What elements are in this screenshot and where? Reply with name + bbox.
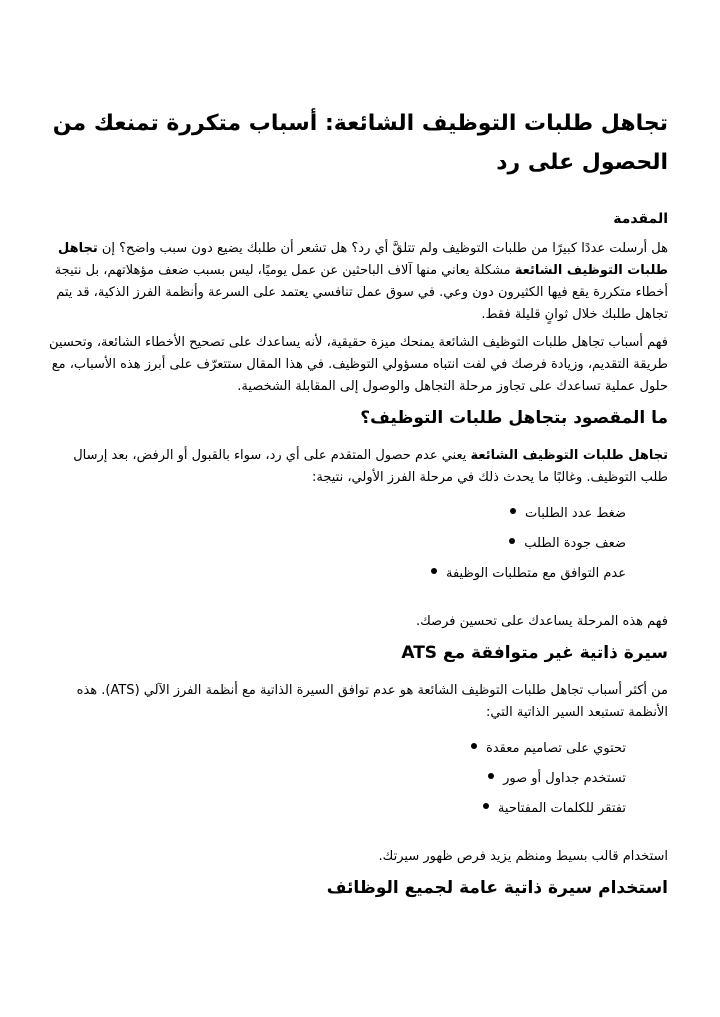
list-item [48,503,626,525]
heading-what-is-ignoring: ما المقصود بتجاهل طلبات التوظيف؟ [360,408,668,428]
text-segment-bold: تجاهل طلبات التوظيف الشائعة [470,448,668,463]
ats-closing-line: استخدام قالب بسيط ومنظم يزيد فرص ظهور سيرتك. [378,849,668,864]
ignoring-causes-list [48,503,668,585]
list-item-text: تستخدم جداول أو صور [503,771,626,786]
what-is-ignoring-closing-line: فهم هذه المرحلة يساعدك على تحسين فرصك. [415,614,668,629]
list-item [48,563,626,585]
bullet-icon [509,538,515,544]
list-item [48,533,626,555]
article-title: تجاهل طلبات التوظيف الشائعة: أسباب متكررة تمنعك من الحصول على رد [52,111,668,175]
heading-generic-resume: استخدام سيرة ذاتية عامة لجميع الوظائف [326,878,668,898]
text-segment: هل أرسلت عددًا كبيرًا من طلبات التوظيف ولم تتلقَّ أي رد؟ هل تشعر أن طلبك يضيع دون سبب واضح؟ إن [97,241,668,256]
list-item-text: ضعف جودة الطلب [524,536,626,551]
list-item-text: عدم التوافق مع متطلبات الوظيفة [445,566,626,581]
bullet-icon [483,803,489,809]
intro-paragraph-1 [48,238,668,326]
intro-paragraph-2 [48,332,668,398]
text-segment-bold: تجاهل طلبات التوظيف الشائعة [57,241,668,278]
list-item-text: تفتقر للكلمات المفتاحية [497,801,626,816]
text-segment: فهم أسباب تجاهل طلبات التوظيف الشائعة يمنحك ميزة حقيقية، لأنه يساعدك على تصحيح الأخطاء الشائعة، وتحسين طريقة التقديم، وزيادة فرصك في لفت انتباه مسؤولي التوظيف. في هذا المقال ستتعرّف على أبرز هذه الأسباب، مع حلول عملية تساعدك على تجاوز مرحلة التجاهل والوصول إلى المقابلة الشخصية. [49,335,668,394]
bullet-icon [510,508,516,514]
list-item [48,798,626,820]
text-segment: يعني عدم حصول المتقدم على أي رد، سواء بالقبول أو الرفض، بعد إرسال طلب التوظيف. وغالبًا ما يحدث ذلك في مرحلة الفرز الأولي، نتيجة: [73,448,668,485]
list-item [48,768,626,790]
ats-paragraph [48,680,668,724]
ats-rejection-list [48,738,668,820]
list-item-text: ضغط عدد الطلبات [525,506,626,521]
list-item-text: تحتوي على تصاميم معقدة [486,741,626,756]
what-is-ignoring-paragraph [48,445,668,489]
bullet-icon [431,568,437,574]
bullet-icon [488,773,494,779]
heading-ats-incompatible-resume: سيرة ذاتية غير متوافقة مع ATS [401,643,668,663]
heading-intro: المقدمة [613,211,668,227]
text-segment: مشكلة يعاني منها آلاف الباحثين عن عمل يوميًا، ليس بسبب ضعف مؤهلاتهم، بل نتيجة أخطاء متكررة يقع فيها الكثيرون دون وعي. في سوق عمل تنافسي يعتمد على السرعة وأنظمة الفرز الذكية، قد يتم تجاهل طلبك خلال ثوانٍ قليلة فقط. [54,263,668,322]
list-item [48,738,626,760]
bullet-icon [471,743,477,749]
text-segment: من أكثر أسباب تجاهل طلبات التوظيف الشائعة هو عدم توافق السيرة الذاتية مع أنظمة الفرز الآلي (ATS). هذه الأنظمة تستبعد السير الذاتية التي: [76,683,668,720]
